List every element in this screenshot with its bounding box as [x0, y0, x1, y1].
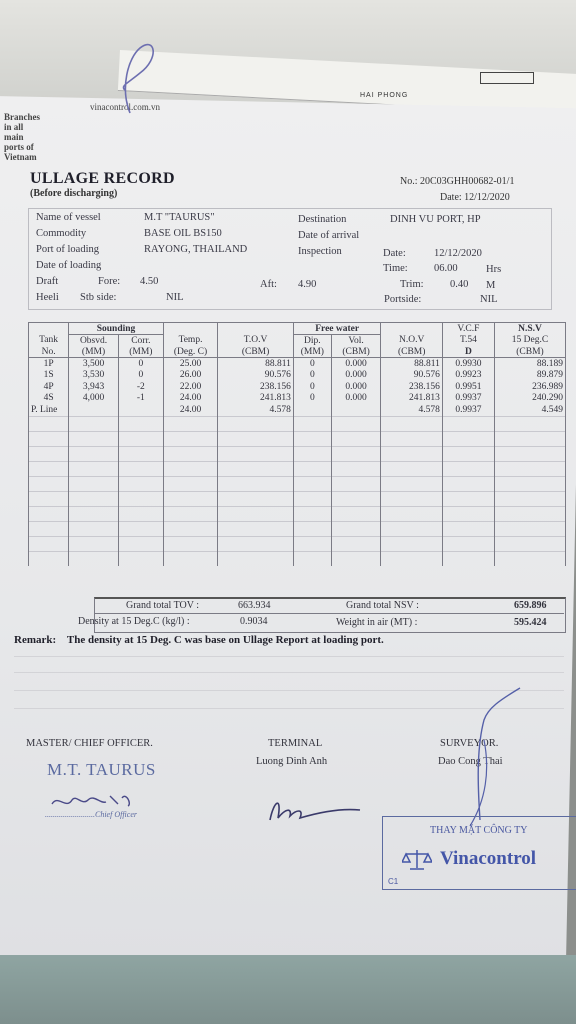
table-row [29, 393, 566, 405]
header-vol-unit: (CBM) [331, 346, 381, 358]
cell-tank: 4P [29, 381, 69, 393]
empty-cell [118, 446, 163, 461]
insp-date-value: 12/12/2020 [434, 248, 482, 259]
pen-scribble [100, 28, 170, 118]
header-vol: Vol. [331, 335, 381, 347]
cell-tank: 4S [29, 393, 69, 405]
document-title: ULLAGE RECORD [30, 170, 175, 187]
empty-cell [163, 461, 217, 476]
total-nsv-value: 659.896 [514, 600, 547, 611]
header-free-water: Free water [293, 323, 381, 335]
header-vcf-2: T.54 [442, 335, 494, 347]
master-label: MASTER/ CHIEF OFFICER. [26, 738, 153, 749]
empty-cell [69, 491, 119, 506]
draft-label: Draft [36, 276, 59, 287]
table-row [29, 358, 566, 370]
empty-cell [442, 431, 494, 446]
empty-cell [118, 476, 163, 491]
empty-cell [331, 446, 381, 461]
empty-cell [381, 446, 443, 461]
empty-cell [218, 536, 294, 551]
header-dip: Dip. [293, 335, 331, 347]
empty-cell [69, 446, 119, 461]
empty-cell [381, 536, 443, 551]
cell-tov: 241.813 [218, 393, 294, 405]
cell-obsvd: 3,943 [69, 381, 119, 393]
density-label: Density at 15 Deg.C (kg/l) : [78, 616, 190, 627]
table-header-row-2 [29, 335, 566, 347]
fore-value: 4.50 [140, 276, 159, 287]
empty-cell [29, 461, 69, 476]
empty-cell [163, 416, 217, 431]
empty-cell [293, 461, 331, 476]
empty-cell [163, 446, 217, 461]
ruled-line [14, 672, 564, 673]
header-blank [381, 323, 443, 335]
empty-cell [163, 551, 217, 566]
empty-cell [29, 446, 69, 461]
cell-nsv: 88.189 [494, 358, 565, 370]
destination-label: Destination [298, 214, 347, 225]
empty-cell [218, 551, 294, 566]
empty-cell [442, 446, 494, 461]
aft-label: Aft: [260, 279, 277, 290]
table-header-row-1 [29, 323, 566, 335]
empty-cell [381, 506, 443, 521]
totals-divider [94, 613, 564, 614]
empty-cell [29, 476, 69, 491]
ullage-table [28, 322, 566, 566]
empty-cell [331, 491, 381, 506]
cell-vol: 0.000 [331, 393, 381, 405]
empty-cell [118, 506, 163, 521]
cell-dip: 0 [293, 358, 331, 370]
empty-row [29, 431, 566, 446]
header-blank [218, 323, 294, 335]
cell-tov: 90.576 [218, 370, 294, 382]
table-row [29, 370, 566, 382]
stamp-code: C1 [388, 877, 399, 886]
cell-obsvd: 3,530 [69, 370, 119, 382]
header-tov: T.O.V [218, 335, 294, 347]
cell-corr: -1 [118, 393, 163, 405]
empty-row [29, 416, 566, 431]
empty-cell [331, 431, 381, 446]
empty-cell [293, 551, 331, 566]
cell-nov: 238.156 [381, 381, 443, 393]
branches-text: Branches in all main ports of Vietnam [4, 112, 40, 162]
empty-cell [218, 476, 294, 491]
empty-cell [442, 551, 494, 566]
empty-cell [218, 491, 294, 506]
vessel-label: Name of vessel [36, 212, 101, 223]
empty-cell [163, 476, 217, 491]
commodity-label: Commodity [36, 228, 87, 239]
empty-cell [381, 551, 443, 566]
cell-dip: 0 [293, 381, 331, 393]
cell-dip: 0 [293, 393, 331, 405]
cell-nsv: 89.879 [494, 370, 565, 382]
weight-value: 595.424 [514, 617, 547, 628]
weight-label: Weight in air (MT) : [336, 617, 418, 628]
empty-row [29, 476, 566, 491]
header-vcf-3: D [442, 346, 494, 358]
cell-tank: P. Line [29, 404, 69, 416]
empty-cell [494, 521, 565, 536]
document-date: Date: 12/12/2020 [440, 192, 510, 203]
cell-nov: 88.811 [381, 358, 443, 370]
cell-nov: 241.813 [381, 393, 443, 405]
empty-cell [218, 521, 294, 536]
empty-cell [69, 506, 119, 521]
header-nsv-unit: (CBM) [494, 346, 565, 358]
empty-cell [29, 506, 69, 521]
cell-nsv: 4.549 [494, 404, 565, 416]
cell-vcf: 0.9930 [442, 358, 494, 370]
empty-cell [331, 461, 381, 476]
cell-nsv: 236.989 [494, 381, 565, 393]
total-tov-label: Grand total TOV : [126, 600, 200, 611]
empty-cell [494, 491, 565, 506]
time-label: Time: [383, 263, 408, 274]
document-number: No.: 20C03GHH00682-01/1 [400, 176, 515, 187]
header-tank: Tank [29, 335, 69, 347]
total-nsv-label: Grand total NSV : [346, 600, 419, 611]
empty-cell [69, 461, 119, 476]
header-nov: N.O.V [381, 335, 443, 347]
empty-cell [381, 461, 443, 476]
empty-row [29, 491, 566, 506]
remark-text: The density at 15 Deg. C was base on Ullage Report at loading port. [66, 634, 384, 646]
cell-vol [331, 404, 381, 416]
website-text: vinacontrol.com.vn [90, 102, 160, 112]
empty-cell [29, 551, 69, 566]
arrival-label: Date of arrival [298, 230, 360, 241]
remark-label: Remark: [14, 634, 57, 646]
empty-row [29, 506, 566, 521]
empty-cell [293, 491, 331, 506]
heel-value: NIL [166, 292, 184, 303]
header-temp-unit: (Deg. C) [163, 346, 217, 358]
cell-vcf: 0.9937 [442, 404, 494, 416]
empty-cell [69, 476, 119, 491]
portside-label: Portside: [384, 294, 422, 305]
stamp-on-behalf: THAY MẶT CÔNG TY [430, 825, 528, 836]
empty-cell [29, 431, 69, 446]
density-value: 0.9034 [240, 616, 268, 627]
empty-cell [331, 536, 381, 551]
empty-cell [218, 431, 294, 446]
background-floor [0, 955, 576, 1024]
empty-cell [494, 476, 565, 491]
time-value: 06.00 [434, 263, 458, 274]
cell-corr [118, 404, 163, 416]
cell-corr: 0 [118, 370, 163, 382]
port-loading-label: Port of loading [36, 244, 99, 255]
empty-cell [381, 521, 443, 536]
empty-cell [118, 416, 163, 431]
surveyor-label: SURVEYOR. [440, 738, 499, 749]
terminal-label: TERMINAL [268, 738, 323, 749]
empty-row [29, 521, 566, 536]
header-no: No. [29, 346, 69, 358]
empty-cell [494, 446, 565, 461]
trim-value: 0.40 [450, 279, 469, 290]
empty-cell [163, 506, 217, 521]
empty-row [29, 536, 566, 551]
chief-officer-line: .........................Chief Officer [45, 810, 137, 819]
insp-date-label: Date: [383, 248, 406, 259]
empty-cell [218, 461, 294, 476]
time-unit: Hrs [486, 264, 502, 275]
empty-row [29, 551, 566, 566]
cell-tov: 88.811 [218, 358, 294, 370]
empty-cell [163, 431, 217, 446]
empty-cell [118, 461, 163, 476]
empty-cell [69, 536, 119, 551]
inspection-label: Inspection [298, 246, 342, 257]
empty-cell [218, 416, 294, 431]
cell-vol: 0.000 [331, 358, 381, 370]
cell-vol: 0.000 [331, 381, 381, 393]
empty-cell [218, 446, 294, 461]
stb-label: Stb side: [80, 292, 117, 303]
empty-cell [118, 431, 163, 446]
surveyor-name: Dao Cong Thai [438, 756, 503, 767]
header-nov-unit: (CBM) [381, 346, 443, 358]
empty-row [29, 461, 566, 476]
cell-temp: 26.00 [163, 370, 217, 382]
table-row [29, 404, 566, 416]
header-nsv: N.S.V [494, 323, 565, 335]
empty-cell [69, 416, 119, 431]
empty-cell [442, 506, 494, 521]
empty-cell [442, 416, 494, 431]
empty-cell [331, 476, 381, 491]
empty-cell [494, 506, 565, 521]
portside-value: NIL [480, 294, 498, 305]
cell-obsvd: 3,500 [69, 358, 119, 370]
fore-label: Fore: [98, 276, 121, 287]
header-blank [29, 323, 69, 335]
aft-value: 4.90 [298, 279, 317, 290]
empty-cell [293, 536, 331, 551]
empty-cell [494, 416, 565, 431]
header-obsvd-unit: (MM) [69, 346, 119, 358]
cell-temp: 25.00 [163, 358, 217, 370]
empty-cell [331, 416, 381, 431]
empty-cell [293, 506, 331, 521]
heel-label: Heeli [36, 292, 59, 303]
cell-obsvd [69, 404, 119, 416]
cell-obsvd: 4,000 [69, 393, 119, 405]
empty-cell [293, 476, 331, 491]
chief-signature [48, 786, 138, 812]
underlying-box [480, 72, 534, 84]
document-subtitle: (Before discharging) [30, 188, 118, 199]
cell-nov: 90.576 [381, 370, 443, 382]
remark [14, 634, 384, 646]
cell-temp: 24.00 [163, 404, 217, 416]
empty-cell [29, 536, 69, 551]
trim-label: Trim: [400, 279, 424, 290]
header-dip-unit: (MM) [293, 346, 331, 358]
cell-tov: 4.578 [218, 404, 294, 416]
empty-cell [118, 521, 163, 536]
empty-cell [69, 521, 119, 536]
cell-nsv: 240.290 [494, 393, 565, 405]
empty-cell [331, 551, 381, 566]
empty-cell [331, 506, 381, 521]
empty-cell [494, 551, 565, 566]
scales-logo-icon [402, 848, 432, 872]
vessel-value: M.T "TAURUS" [144, 212, 215, 223]
table-header-row-3 [29, 346, 566, 358]
empty-row [29, 446, 566, 461]
stamp-brand: Vinacontrol [440, 848, 537, 869]
empty-cell [381, 476, 443, 491]
empty-cell [381, 431, 443, 446]
empty-cell [442, 476, 494, 491]
empty-cell [118, 536, 163, 551]
empty-cell [163, 536, 217, 551]
header-tov-unit: (CBM) [218, 346, 294, 358]
cell-corr: -2 [118, 381, 163, 393]
header-corr: Corr. [118, 335, 163, 347]
empty-cell [442, 461, 494, 476]
master-stamp: M.T. TAURUS [47, 760, 156, 779]
empty-cell [494, 461, 565, 476]
commodity-value: BASE OIL BS150 [144, 228, 222, 239]
empty-cell [442, 491, 494, 506]
header-obsvd: Obsvd. [69, 335, 119, 347]
cell-vcf: 0.9937 [442, 393, 494, 405]
empty-cell [494, 536, 565, 551]
total-tov-value: 663.934 [238, 600, 271, 611]
empty-cell [381, 491, 443, 506]
cell-vol: 0.000 [331, 370, 381, 382]
underlying-city: HAI PHONG [360, 92, 409, 99]
empty-cell [293, 446, 331, 461]
cell-dip [293, 404, 331, 416]
empty-cell [69, 551, 119, 566]
ruled-line [14, 656, 564, 657]
empty-cell [293, 416, 331, 431]
header-sounding: Sounding [69, 323, 164, 335]
empty-cell [494, 431, 565, 446]
date-loading-label: Date of loading [36, 260, 102, 271]
destination-value: DINH VU PORT, HP [390, 214, 481, 225]
empty-cell [293, 521, 331, 536]
cell-dip: 0 [293, 370, 331, 382]
empty-cell [331, 521, 381, 536]
empty-cell [29, 521, 69, 536]
empty-cell [118, 551, 163, 566]
cell-corr: 0 [118, 358, 163, 370]
empty-cell [118, 491, 163, 506]
empty-cell [293, 431, 331, 446]
trim-unit: M [486, 280, 496, 291]
header-nsv-2: 15 Deg.C [494, 335, 565, 347]
header-vcf: V.C.F [442, 323, 494, 335]
cell-temp: 22.00 [163, 381, 217, 393]
empty-cell [29, 416, 69, 431]
empty-cell [163, 521, 217, 536]
header-corr-unit: (MM) [118, 346, 163, 358]
empty-cell [442, 521, 494, 536]
empty-cell [29, 491, 69, 506]
surveyor-signature [440, 680, 550, 830]
cell-vcf: 0.9951 [442, 381, 494, 393]
cell-tank: 1S [29, 370, 69, 382]
cell-tov: 238.156 [218, 381, 294, 393]
table-row [29, 381, 566, 393]
empty-cell [218, 506, 294, 521]
empty-cell [69, 431, 119, 446]
empty-cell [442, 536, 494, 551]
header-temp: Temp. [163, 335, 217, 347]
terminal-signature [260, 790, 370, 830]
header-blank [163, 323, 217, 335]
empty-cell [163, 491, 217, 506]
cell-vcf: 0.9923 [442, 370, 494, 382]
cell-temp: 24.00 [163, 393, 217, 405]
empty-cell [381, 416, 443, 431]
terminal-name: Luong Dinh Anh [256, 756, 328, 767]
cell-tank: 1P [29, 358, 69, 370]
port-loading-value: RAYONG, THAILAND [144, 244, 248, 255]
cell-nov: 4.578 [381, 404, 443, 416]
